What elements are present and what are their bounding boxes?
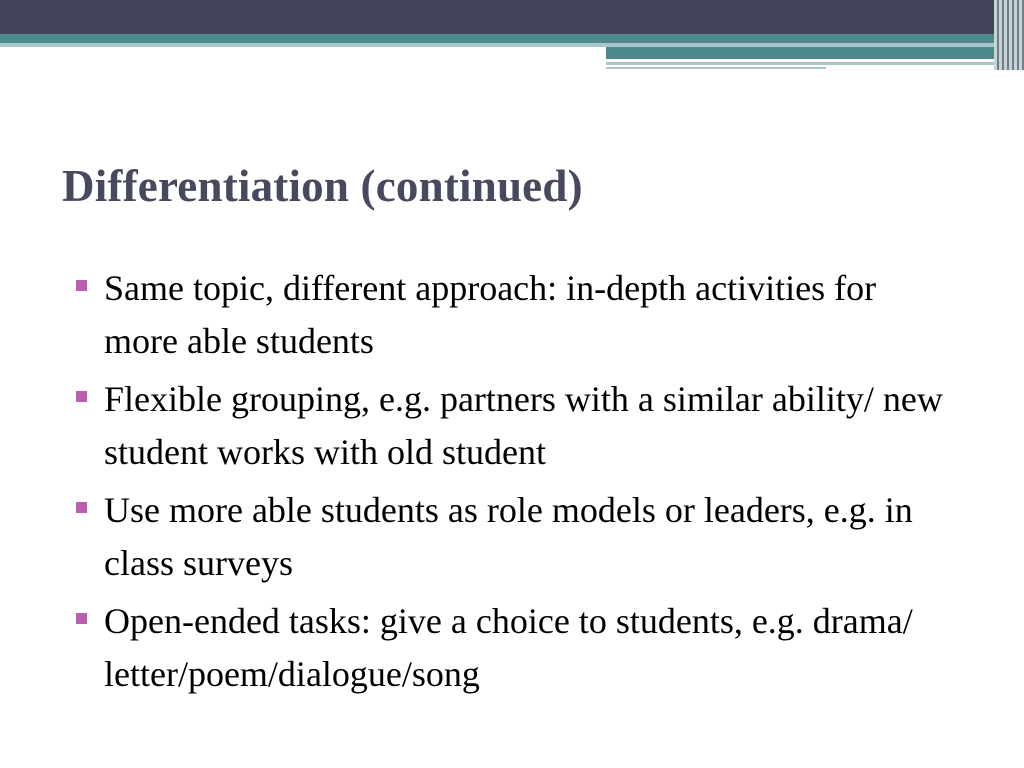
bullet-item <box>76 595 956 701</box>
bullet-text: Open-ended tasks: give a choice to students, e.g. drama/ letter/poem/dialogue/song <box>104 601 913 694</box>
bullet-item <box>76 262 956 368</box>
slide-title: Differentiation (continued) <box>62 161 583 211</box>
header-accent-line-short <box>606 67 826 69</box>
header-band <box>0 0 1024 34</box>
bullet-list <box>76 262 956 706</box>
square-bullet-icon <box>76 280 87 291</box>
bullet-text: Use more able students as role models or leaders, e.g. in class surveys <box>104 490 913 583</box>
bullet-item <box>76 373 956 479</box>
bullet-text: Same topic, different approach: in-depth activities for more able students <box>104 268 877 361</box>
bullet-item <box>76 484 956 590</box>
bullet-text: Flexible grouping, e.g. partners with a similar ability/ new student works with old student <box>104 379 943 472</box>
square-bullet-icon <box>76 613 87 624</box>
square-bullet-icon <box>76 391 87 402</box>
header-stripes <box>994 0 1024 70</box>
header-teal-band <box>0 34 1024 43</box>
header-accent-block <box>606 47 1024 59</box>
header-accent-line <box>606 62 1024 65</box>
square-bullet-icon <box>76 502 87 513</box>
